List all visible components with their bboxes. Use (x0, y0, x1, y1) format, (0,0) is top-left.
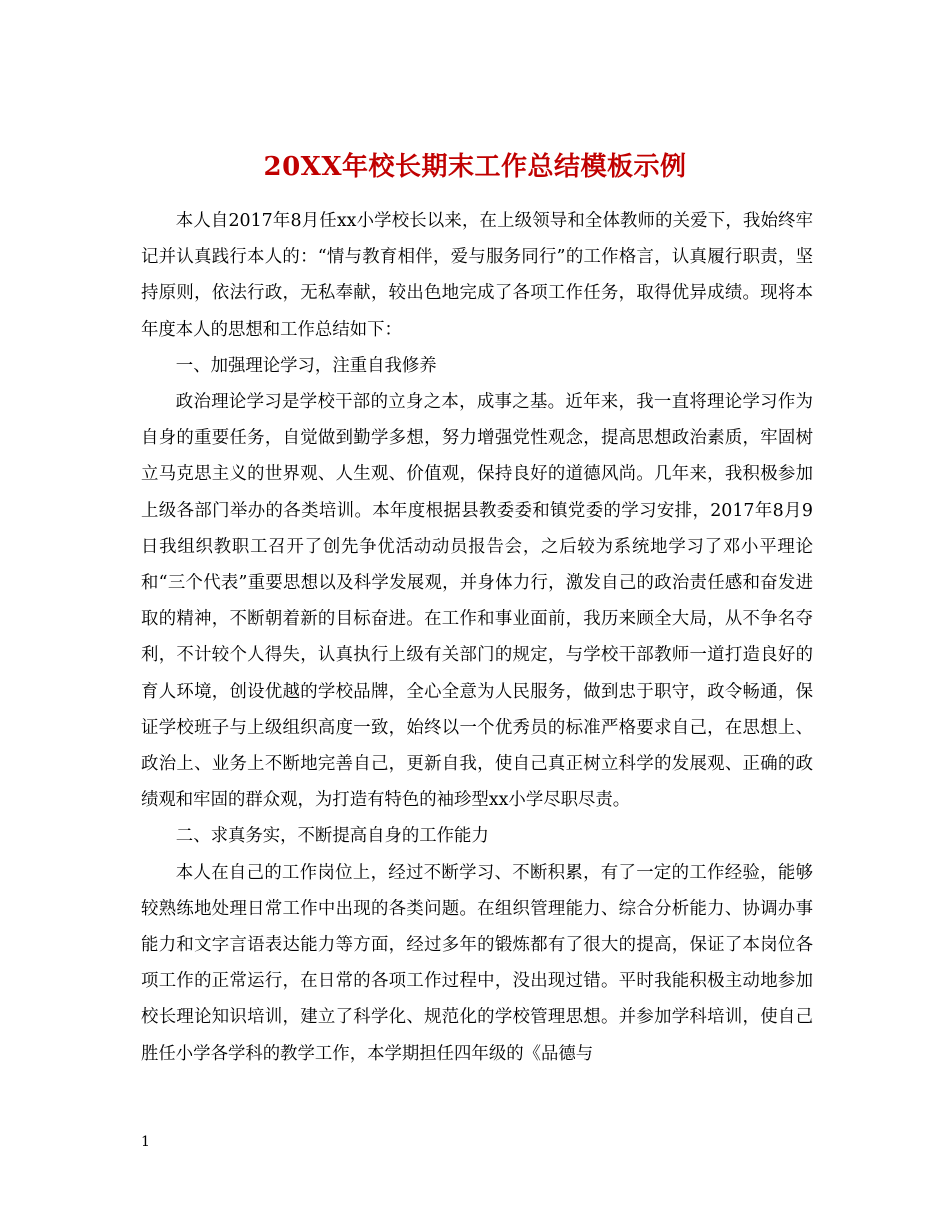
paragraph-section-2: 本人在自己的工作岗位上，经过不断学习、不断积累，有了一定的工作经验，能够较熟练地处理日常工作中出现的各类问题。在组织管理能力、综合分析能力、协调办事能力和文字言语表达能力等方面，经过多年的锻炼都有了很大的提高，保证了本岗位各项工作的正常运行，在日常的各项工作过程中，没出现过错。平时我能积极主动地参加校长理论知识培训，建立了科学化、规范化的学校管理思想。并参加学科培训，使自己胜任小学各学科的教学工作，本学期担任四年级的《品德与 (141, 862, 813, 1064)
page-number: 1 (141, 1134, 150, 1150)
section-heading-1: 一、加强理论学习，注重自我修养 (175, 355, 437, 376)
section-heading-2: 二、求真务实，不断提高自身的工作能力 (175, 826, 489, 847)
document-body (141, 203, 813, 1072)
paragraph-intro: 本人自2017年8月任xx小学校长以来，在上级领导和全体教师的关爱下，我始终牢记并认真践行本人的：“情与教育相伴，爱与服务同行”的工作格言，认真履行职责，坚持原则，依法行政，无私奉献，较出色地完成了各项工作任务，取得优异成绩。现将本年度本人的思想和工作总结如下： (141, 211, 813, 340)
document-title: 20XX年校长期末工作总结模板示例 (263, 152, 687, 183)
paragraph-section-1: 政治理论学习是学校干部的立身之本，成事之基。近年来，我一直将理论学习作为自身的重要任务，自觉做到勤学多想，努力增强党性观念，提高思想政治素质，牢固树立马克思主义的世界观、人生观、价值观，保持良好的道德风尚。几年来，我积极参加上级各部门举办的各类培训。本年度根据县教委委和镇党委的学习安排，2017年8月9日我组织教职工召开了创先争优活动动员报告会，之后较为系统地学习了邓小平理论和“三个代表”重要思想以及科学发展观，并身体力行，激发自己的政治责任感和奋发进取的精神，不断朝着新的目标奋进。在工作和事业面前，我历来顾全大局，从不争名夺利，不计较个人得失，认真执行上级有关部门的规定，与学校干部教师一道打造良好的育人环境，创设优越的学校品牌，全心全意为人民服务，做到忠于职守，政令畅通，保证学校班子与上级组织高度一致，始终以一个优秀员的标准严格要求自己，在思想上、政治上、业务上不断地完善自己，更新自我，使自己真正树立科学的发展观、正确的政绩观和牢固的群众观，为打造有特色的袖珍型xx小学尽职尽责。 (141, 392, 813, 811)
